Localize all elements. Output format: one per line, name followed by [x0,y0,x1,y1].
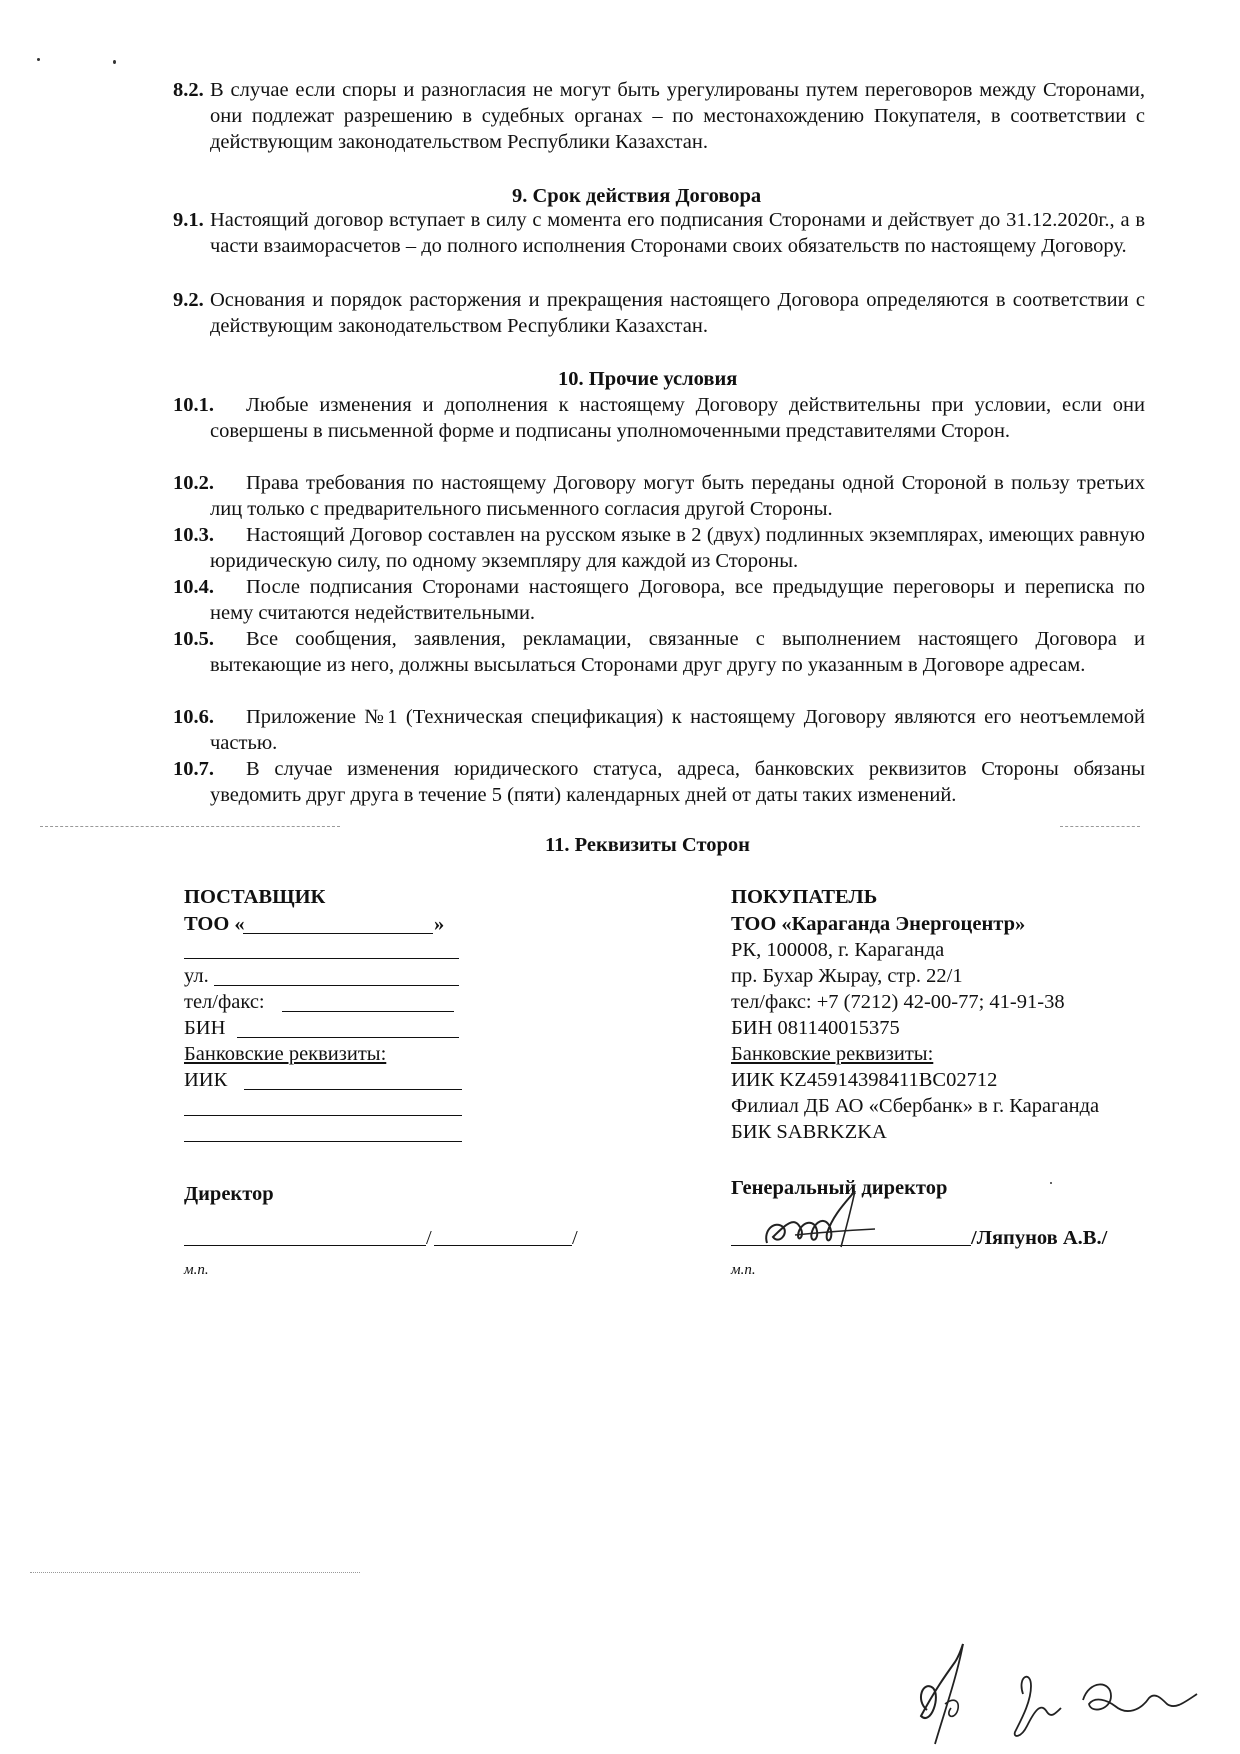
buyer-signer-name: /Ляпунов А.В./ [971,1227,1108,1249]
buyer-heading: ПОКУПАТЕЛЬ [731,886,878,908]
clause-number: 10.3. [173,524,214,546]
section-title: 9. Срок действия Договора [512,185,762,207]
section-title: 10. Прочие условия [558,368,738,390]
buyer-address-line: РК, 100008, г. Караганда [731,939,945,961]
supplier-director-label: Директор [184,1183,274,1205]
supplier-street-blank[interactable] [214,985,459,986]
supplier-phone-blank[interactable] [282,1011,454,1012]
scan-artifact-line [30,1572,360,1573]
buyer-iik: ИИК KZ45914398411BC02712 [731,1069,998,1091]
supplier-company-blank[interactable] [243,933,433,934]
section-title: 11. Реквизиты Сторон [545,834,750,856]
supplier-blank-line[interactable] [184,1115,462,1116]
supplier-heading: ПОСТАВЩИК [184,886,326,908]
supplier-iik-label: ИИК [184,1069,228,1091]
clause-number: 10.7. [173,758,214,780]
supplier-signature-blank[interactable] [184,1245,426,1246]
scan-artifact-line [1060,826,1140,827]
supplier-blank-line[interactable] [184,1141,462,1142]
clause-number: 10.5. [173,628,214,650]
supplier-signature-slash: / [572,1227,578,1249]
supplier-bank-label: Банковские реквизиты: [184,1043,387,1065]
buyer-bik: БИК SABRKZKA [731,1121,887,1143]
scan-artifact-line [40,826,340,827]
page-initials-signature [905,1640,1205,1750]
supplier-street-label: ул. [184,965,209,987]
scan-speck [113,60,116,64]
supplier-blank-line[interactable] [184,958,459,959]
clause-number: 10.4. [173,576,214,598]
buyer-director-label: Генеральный директор [731,1177,948,1199]
supplier-phone-label: тел/факс: [184,991,265,1013]
buyer-bank-label: Банковские реквизиты: [731,1043,934,1065]
clause-text: Любые изменения и дополнения к настоящему Договору действительны при условии, если они совершены в письменной форме и подписаны уполномоченными представителями Сторон. [210,394,1145,442]
buyer-bank-name: Филиал ДБ АО «Сбербанк» в г. Караганда [731,1095,1100,1117]
supplier-iik-blank[interactable] [244,1089,462,1090]
clause-text: Все сообщения, заявления, рекламации, связанные с выполнением настоящего Договора и вытекающие из него, должны высылаться Сторонами друг другу по указанным в Договоре адресам. [210,628,1145,676]
clause-text: Настоящий договор вступает в силу с момента его подписания Сторонами и действует до 31.12.2020г., а в части взаиморасчетов – до полного исполнения Сторонами своих обязательств по настоящему Договору. [210,209,1145,257]
supplier-company-prefix: ТОО « [184,913,245,935]
scan-speck [1050,1182,1052,1184]
supplier-bin-label: БИН [184,1017,226,1039]
buyer-bin: БИН 081140015375 [731,1017,900,1039]
clause-text: Настоящий Договор составлен на русском языке в 2 (двух) подлинных экземплярах, имеющих равную юридическую силу, по одному экземпляру для каждой из Стороны. [210,524,1145,572]
buyer-company: ТОО «Караганда Энергоцентр» [731,913,1026,935]
buyer-handwritten-signature [755,1185,955,1255]
buyer-phone: тел/факс: +7 (7212) 42-00-77; 41-91-38 [731,991,1065,1013]
clause-number: 10.1. [173,394,214,416]
supplier-signature-slash: / [426,1227,432,1249]
clause-text: Права требования по настоящему Договору могут быть переданы одной Стороной в пользу третьих лиц только с предварительного письменного согласия другой Стороны. [210,472,1145,520]
clause-number: 9.2. [173,289,204,311]
supplier-bin-blank[interactable] [237,1037,459,1038]
supplier-stamp-label: м.п. [184,1262,209,1278]
buyer-address-line: пр. Бухар Жырау, стр. 22/1 [731,965,963,987]
scan-speck [37,58,40,61]
clause-text: В случае если споры и разногласия не могут быть урегулированы путем переговоров между Сторонами, они подлежат разрешению в судебных органах – по местонахождению Покупателя, в соответствии с действующим законодательством Республики Казахстан. [210,79,1145,153]
clause-text: В случае изменения юридического статуса, адреса, банковских реквизитов Стороны обязаны уведомить друг друга в течение 5 (пяти) календарных дней от даты таких изменений. [210,758,1145,806]
clause-number: 10.2. [173,472,214,494]
clause-text: Приложение №1 (Техническая спецификация) к настоящему Договору являются его неотъемлемой частью. [210,706,1145,754]
buyer-stamp-label: м.п. [731,1262,756,1278]
clause-number: 8.2. [173,79,204,101]
clause-text: После подписания Сторонами настоящего Договора, все предыдущие переговоры и переписка по нему считаются недействительными. [210,576,1145,624]
supplier-name-blank[interactable] [434,1245,572,1246]
clause-text: Основания и порядок расторжения и прекращения настоящего Договора определяются в соответствии с действующим законодательством Республики Казахстан. [210,289,1145,337]
clause-number: 10.6. [173,706,214,728]
clause-number: 9.1. [173,209,204,231]
supplier-company-suffix: » [434,913,445,935]
